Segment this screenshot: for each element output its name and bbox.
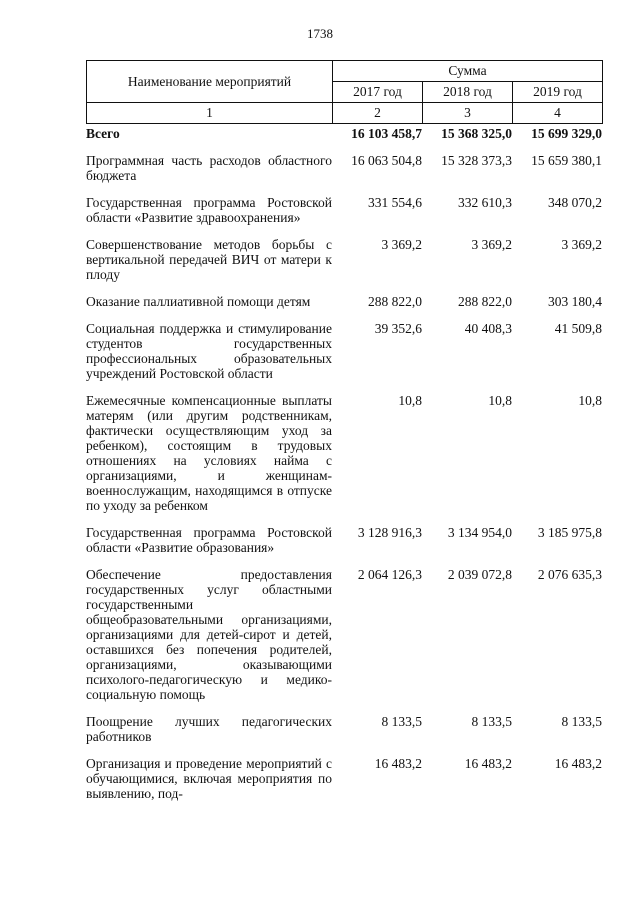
- table-row: [86, 195, 602, 237]
- value-2017: 16 063 504,8: [351, 153, 422, 168]
- column-number-3: 3: [423, 103, 513, 124]
- table-row: [86, 237, 602, 294]
- column-header-name: Наименование мероприятий: [87, 61, 333, 103]
- value-2019: 16 483,2: [554, 756, 602, 771]
- row-name: Государственная программа Ростовской области «Развитие образования»: [86, 525, 332, 555]
- row-name: Государственная программа Ростовской области «Развитие здравоохранения»: [86, 195, 332, 225]
- value-2019: 3 185 975,8: [537, 525, 602, 540]
- table-body: [86, 126, 602, 813]
- table-row: [86, 756, 602, 813]
- value-2017: 288 822,0: [368, 294, 422, 309]
- page-number: 1738: [307, 26, 333, 41]
- row-name: Социальная поддержка и стимулирование студентов государственных профессиональных образовательных учреждений Ростовской области: [86, 321, 332, 381]
- value-2019: 15 699 329,0: [531, 126, 602, 141]
- column-header-year-2019: 2019 год: [513, 82, 603, 103]
- value-2017: 8 133,5: [381, 714, 422, 729]
- value-2019: 15 659 380,1: [531, 153, 602, 168]
- value-2017: 16 103 458,7: [351, 126, 422, 141]
- table-row: [86, 153, 602, 195]
- value-2018: 3 134 954,0: [447, 525, 512, 540]
- value-2017: 10,8: [398, 393, 422, 408]
- table-row: [86, 525, 602, 567]
- value-2019: 348 070,2: [548, 195, 602, 210]
- row-name: Ежемесячные компенсационные выплаты матерям (или другим родственникам, фактически осуществляющим уход за ребенком), состоящим в трудовых отношениях на условиях найма с организациями, и женщинам-военнослужащим, находящимся в отпуске по уходу за ребенком: [86, 393, 332, 513]
- table-row: [86, 126, 602, 153]
- budget-table: [86, 126, 602, 813]
- row-name: Поощрение лучших педагогических работников: [86, 714, 332, 744]
- row-name: Всего: [86, 126, 120, 141]
- table-row: [86, 294, 602, 321]
- column-number-4: 4: [513, 103, 603, 124]
- value-2019: 303 180,4: [548, 294, 602, 309]
- value-2019: 3 369,2: [561, 237, 602, 252]
- value-2017: 39 352,6: [374, 321, 422, 336]
- row-name: Программная часть расходов областного бюджета: [86, 153, 332, 183]
- value-2019: 41 509,8: [554, 321, 602, 336]
- table-row: [86, 393, 602, 525]
- value-2019: 2 076 635,3: [537, 567, 602, 582]
- value-2018: 15 368 325,0: [441, 126, 512, 141]
- column-number-2: 2: [333, 103, 423, 124]
- row-name: Обеспечение предоставления государственных услуг областными государственными общеобразовательными организациями, организациями для детей-сирот и детей, оставшихся без попечения родителей, организациями, оказывающими психолого-педагогическую и медико-социальную помощь: [86, 567, 332, 702]
- value-2017: 16 483,2: [374, 756, 422, 771]
- column-header-year-2017: 2017 год: [333, 82, 423, 103]
- value-2017: 331 554,6: [368, 195, 422, 210]
- value-2018: 40 408,3: [464, 321, 512, 336]
- value-2018: 16 483,2: [464, 756, 512, 771]
- value-2018: 15 328 373,3: [441, 153, 512, 168]
- value-2018: 2 039 072,8: [447, 567, 512, 582]
- table-row: [86, 714, 602, 756]
- row-name: Совершенствование методов борьбы с вертикальной передачей ВИЧ от матери к плоду: [86, 237, 332, 282]
- value-2018: 288 822,0: [458, 294, 512, 309]
- row-name: Организация и проведение мероприятий с обучающимися, включая мероприятия по выявлению, под-: [86, 756, 332, 801]
- row-name: Оказание паллиативной помощи детям: [86, 294, 311, 309]
- value-2017: 3 369,2: [381, 237, 422, 252]
- column-number-1: 1: [87, 103, 333, 124]
- value-2018: 8 133,5: [471, 714, 512, 729]
- table-row: [86, 567, 602, 714]
- column-header-year-2018: 2018 год: [423, 82, 513, 103]
- table-header: [86, 60, 603, 124]
- column-header-sum: Сумма: [333, 61, 603, 82]
- value-2018: 10,8: [488, 393, 512, 408]
- value-2019: 10,8: [578, 393, 602, 408]
- value-2017: 3 128 916,3: [357, 525, 422, 540]
- value-2018: 3 369,2: [471, 237, 512, 252]
- value-2017: 2 064 126,3: [357, 567, 422, 582]
- table-row: [86, 321, 602, 393]
- value-2018: 332 610,3: [458, 195, 512, 210]
- value-2019: 8 133,5: [561, 714, 602, 729]
